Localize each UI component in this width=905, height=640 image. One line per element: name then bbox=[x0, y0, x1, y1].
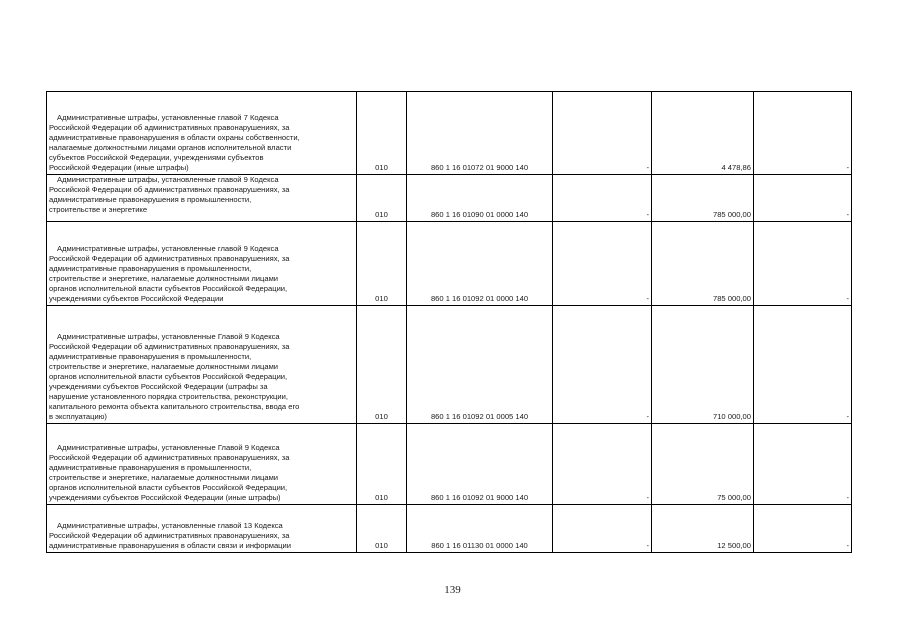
revenue-table bbox=[46, 91, 852, 553]
table-row bbox=[47, 306, 852, 424]
table-row bbox=[47, 505, 852, 553]
line-code-cell: 010 bbox=[357, 222, 407, 306]
table-row bbox=[47, 92, 852, 175]
executed-cell: 710 000,00 bbox=[652, 306, 754, 424]
unexecuted-cell: - bbox=[754, 306, 852, 424]
unexecuted-cell: - bbox=[754, 424, 852, 505]
table-row bbox=[47, 175, 852, 222]
executed-cell: 785 000,00 bbox=[652, 175, 754, 222]
approved-cell: - bbox=[553, 222, 652, 306]
line-code-cell: 010 bbox=[357, 175, 407, 222]
revenue-name-cell: Административные штрафы, установленные Главой 9 Кодекса Российской Федерации об административных правонарушениях, за административные правонарушения в промышленности, строительстве и энергетике, налагаемые должностными лицами органов исполнительной власти субъектов Российской Федерации, учреждениями субъектов Российской Федерации (иные штрафы) bbox=[47, 424, 357, 505]
line-code-cell: 010 bbox=[357, 505, 407, 553]
line-code-cell: 010 bbox=[357, 92, 407, 175]
executed-cell: 12 500,00 bbox=[652, 505, 754, 553]
table-row bbox=[47, 222, 852, 306]
budget-code-cell: 860 1 16 01072 01 9000 140 bbox=[407, 92, 553, 175]
line-code-cell: 010 bbox=[357, 306, 407, 424]
approved-cell: - bbox=[553, 175, 652, 222]
revenue-name-cell: Административные штрафы, установленные Главой 9 Кодекса Российской Федерации об административных правонарушениях, за административные правонарушения в промышленности, строительстве и энергетике, налагаемые должностными лицами органов исполнительной власти субъектов Российской Федерации, учреждениями субъектов Российской Федерации (штрафы за нарушение установленного порядка строительства, реконструкции, капитального ремонта объекта капитального строительства, ввода его в эксплуатацию) bbox=[47, 306, 357, 424]
page-number: 139 bbox=[444, 584, 461, 596]
unexecuted-cell: - bbox=[754, 92, 852, 175]
unexecuted-cell: - bbox=[754, 505, 852, 553]
budget-code-cell: 860 1 16 01092 01 0005 140 bbox=[407, 306, 553, 424]
executed-cell: 75 000,00 bbox=[652, 424, 754, 505]
budget-code-cell: 860 1 16 01090 01 0000 140 bbox=[407, 175, 553, 222]
budget-code-cell: 860 1 16 01092 01 9000 140 bbox=[407, 424, 553, 505]
approved-cell: - bbox=[553, 306, 652, 424]
revenue-name-cell: Административные штрафы, установленные главой 13 Кодекса Российской Федерации об административных правонарушениях, за административные правонарушения в области связи и информации bbox=[47, 505, 357, 553]
budget-code-cell: 860 1 16 01130 01 0000 140 bbox=[407, 505, 553, 553]
executed-cell: 4 478,86 bbox=[652, 92, 754, 175]
budget-code-cell: 860 1 16 01092 01 0000 140 bbox=[407, 222, 553, 306]
table-row bbox=[47, 424, 852, 505]
approved-cell: - bbox=[553, 505, 652, 553]
revenue-name-cell: Административные штрафы, установленные главой 9 Кодекса Российской Федерации об административных правонарушениях, за административные правонарушения в промышленности, строительстве и энергетике bbox=[47, 175, 357, 222]
approved-cell: - bbox=[553, 424, 652, 505]
approved-cell: - bbox=[553, 92, 652, 175]
revenue-name-cell: Административные штрафы, установленные главой 9 Кодекса Российской Федерации об административных правонарушениях, за административные правонарушения в промышленности, строительстве и энергетике, налагаемые должностными лицами органов исполнительной власти субъектов Российской Федерации, учреждениями субъектов Российской Федерации bbox=[47, 222, 357, 306]
executed-cell: 785 000,00 bbox=[652, 222, 754, 306]
unexecuted-cell: - bbox=[754, 222, 852, 306]
revenue-name-cell: Административные штрафы, установленные главой 7 Кодекса Российской Федерации об административных правонарушениях, за административные правонарушения в области охраны собственности, налагаемые должностными лицами органов исполнительной власти субъектов Российской Федерации, учреждениями субъектов Российской Федерации (иные штрафы) bbox=[47, 92, 357, 175]
unexecuted-cell: - bbox=[754, 175, 852, 222]
line-code-cell: 010 bbox=[357, 424, 407, 505]
